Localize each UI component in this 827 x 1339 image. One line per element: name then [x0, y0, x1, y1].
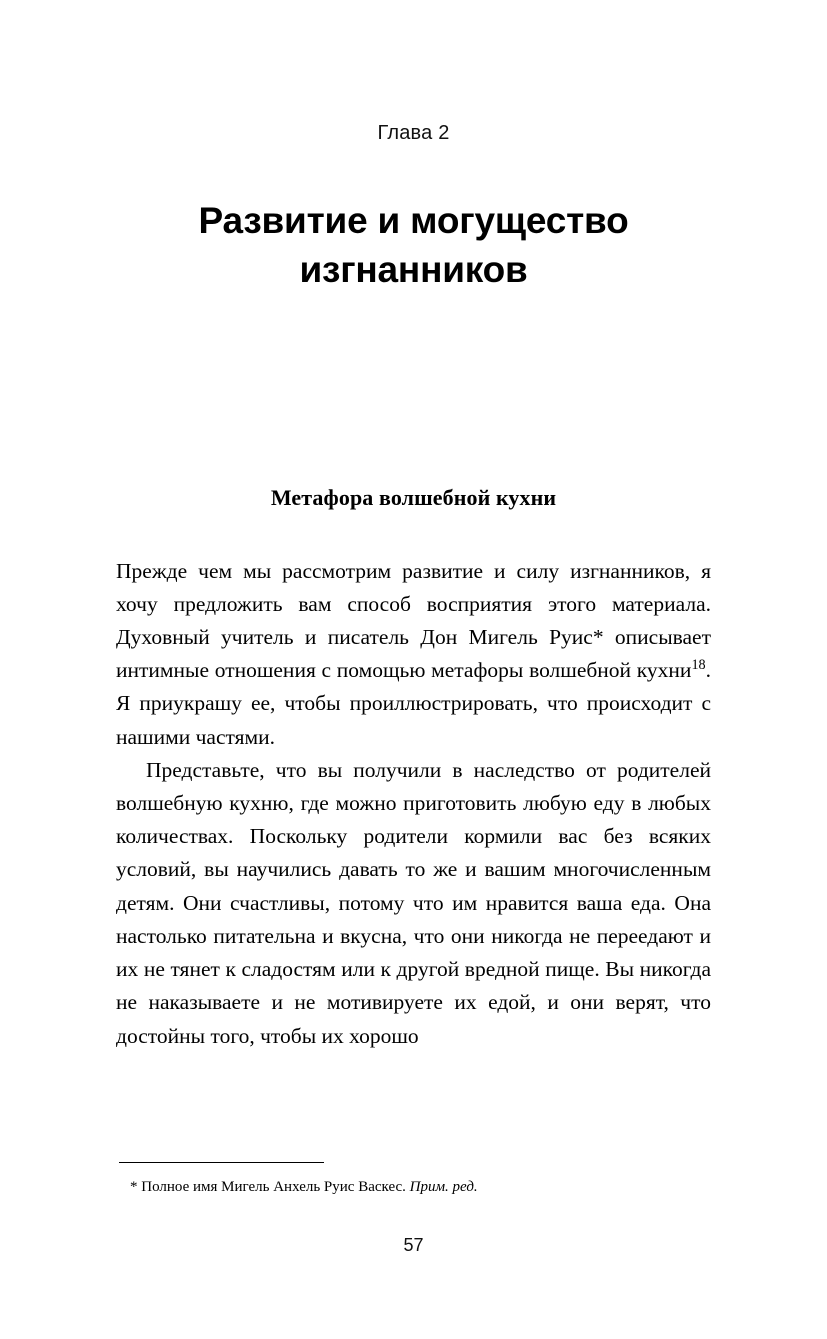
page-number: 57 [403, 1235, 424, 1255]
book-page [0, 122, 827, 1339]
footnote-editor-note: Прим. ред. [409, 1179, 478, 1195]
paragraph-1-text-after-note: . Я приукрашу ее, чтобы проиллюстрировать, что происходит с нашими частями. [116, 658, 711, 749]
chapter-title: Развитие и могущество изгнанников [198, 200, 629, 290]
footnote-reference-18: 18 [691, 657, 706, 674]
section-heading: Метафора волшебной кухни [270, 484, 557, 510]
footnote-area [116, 1162, 711, 1198]
paragraph-2: Представьте, что вы получили в наследство от родителей волшебную кухню, где можно приготовить любую еду в любых количествах. Поскольку родители кормили вас без всяких условий, вы научились давать то же и вашим многочисленным детям. Они счастливы, потому что им нравится ваша еда. Она настолько питательна и вкусна, что они никогда не переедают и их не тянет к сладостям или к другой вредной пище. Вы никогда не наказываете и не мотивируете их едой, и они верят, что достойны того, чтобы их хорошо [116, 757, 711, 1048]
footnote-divider [119, 1162, 324, 1163]
paragraph-1 [116, 555, 711, 754]
body-text [0, 555, 827, 1053]
footnote [116, 1177, 711, 1198]
footnote-main-text: * Полное имя Мигель Анхель Руис Васкес. [130, 1179, 406, 1195]
chapter-label: Глава 2 [377, 122, 450, 144]
paragraph-1-text-before-note: Прежде чем мы рассмотрим развитие и силу изгнанников, я хочу предложить вам способ восприятия этого материала. Духовный учитель и писатель Дон Мигель Руис* описывает интимные отношения с помощью метафоры волшебной кухни [116, 558, 711, 683]
